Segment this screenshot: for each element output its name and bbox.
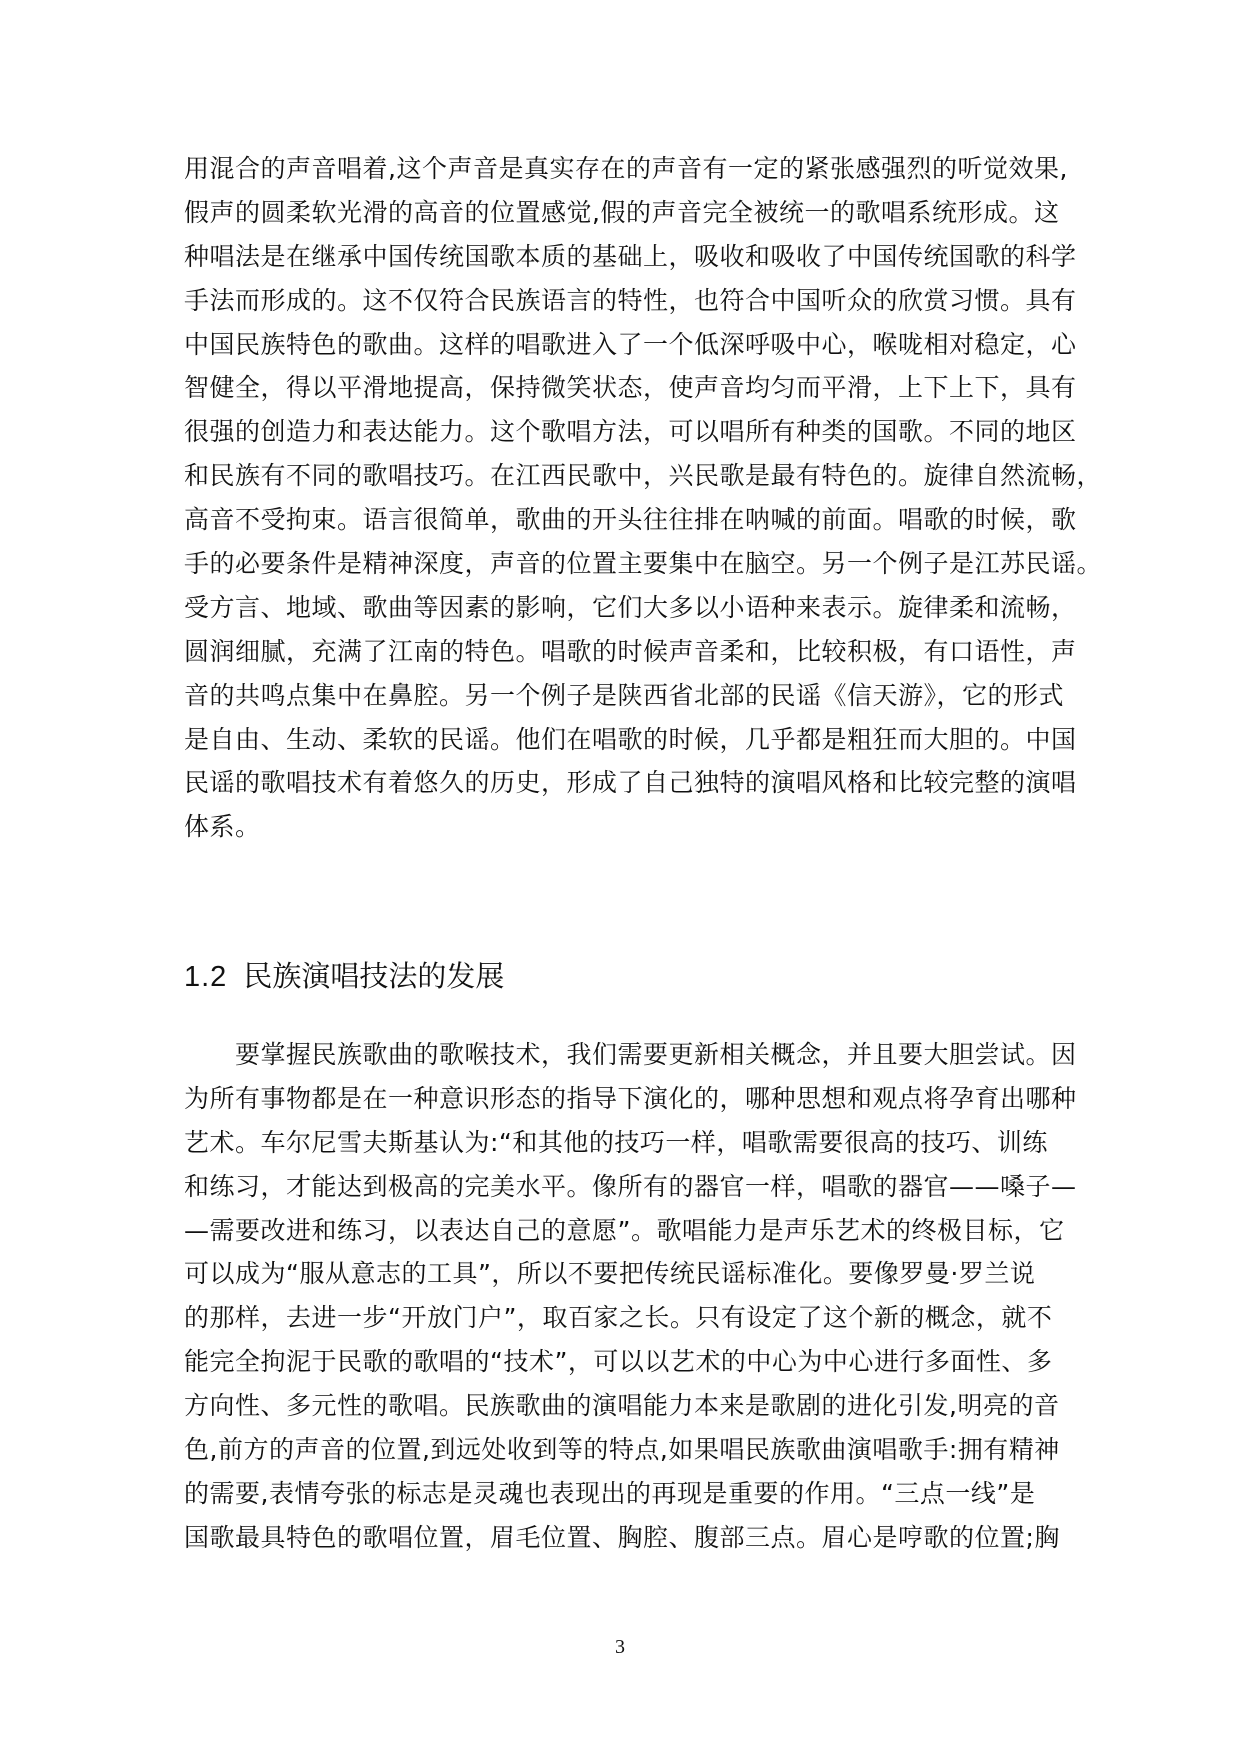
text-line: 受方言、地域、歌曲等因素的影响，它们大多以小语种来表示。旋律柔和流畅， [184, 592, 1077, 622]
text-line: 可以成为“服从意志的工具”，所以不要把传统民谣标准化。要像罗曼·罗兰说 [184, 1259, 1036, 1289]
text-line: 国歌最具特色的歌唱位置，眉毛位置、胸腔、腹部三点。眉心是哼歌的位置;胸 [184, 1522, 1060, 1552]
text-line: 手的必要条件是精神深度，声音的位置主要集中在脑空。另一个例子是江苏民谣。 [184, 549, 1103, 579]
text-line: 用混合的声音唱着,这个声音是真实存在的声音有一定的紧张感强烈的听觉效果, [184, 154, 1068, 183]
page-number: 3 [615, 1636, 625, 1658]
text-line: 很强的创造力和表达能力。这个歌唱方法，可以唱所有种类的国歌。不同的地区 [184, 417, 1077, 447]
text-line: 要掌握民族歌曲的歌喉技术，我们需要更新相关概念，并且要大胆尝试。因 [184, 1040, 1077, 1069]
text-line: 色,前方的声音的位置,到远处收到等的特点,如果唱民族歌曲演唱歌手:拥有精神 [184, 1435, 1060, 1465]
section-heading [184, 951, 504, 1001]
text-line: 假声的圆柔软光滑的高音的位置感觉,假的声音完全被统一的歌唱系统形成。这 [184, 197, 1060, 227]
text-line: 音的共鸣点集中在鼻腔。另一个例子是陕西省北部的民谣《信天游》，它的形式 [184, 680, 1065, 710]
text-line: 民谣的歌唱技术有着悠久的历史，形成了自己独特的演唱风格和比较完整的演唱 [184, 768, 1077, 798]
text-line: 艺术。车尔尼雪夫斯基认为:“和其他的技巧一样，唱歌需要很高的技巧、训练 [184, 1127, 1048, 1157]
text-line: 手法而形成的。这不仅符合民族语言的特性，也符合中国听众的欣赏习惯。具有 [184, 285, 1077, 315]
text-line: 体系。 [184, 812, 261, 842]
text-line: 方向性、多元性的歌唱。民族歌曲的演唱能力本来是歌剧的进化引发,明亮的音 [184, 1391, 1060, 1421]
text-line: —需要改进和练习，以表达自己的意愿”。歌唱能力是声乐艺术的终极目标，它 [184, 1215, 1065, 1245]
section-title: 民族演唱技法的发展 [243, 959, 505, 993]
text-line: 为所有事物都是在一种意识形态的指导下演化的，哪种思想和观点将孕育出哪种 [184, 1083, 1077, 1113]
text-line: 中国民族特色的歌曲。这样的唱歌进入了一个低深呼吸中心，喉咙相对稳定，心 [184, 329, 1077, 359]
text-line: 能完全拘泥于民歌的歌唱的“技术”，可以以艺术的中心为中心进行多面性、多 [184, 1347, 1053, 1377]
text-line: 高音不受拘束。语言很简单，歌曲的开头往往排在呐喊的前面。唱歌的时候，歌 [184, 505, 1077, 535]
text-line: 种唱法是在继承中国传统国歌本质的基础上，吸收和吸收了中国传统国歌的科学 [184, 241, 1077, 271]
section-number: 1.2 [184, 961, 228, 993]
text-line: 和民族有不同的歌唱技巧。在江西民歌中，兴民歌是最有特色的。旋律自然流畅， [184, 461, 1103, 491]
text-line: 和练习，才能达到极高的完美水平。像所有的器官一样，唱歌的器官——嗓子— [184, 1171, 1077, 1201]
text-line: 的需要,表情夸张的标志是灵魂也表现出的再现是重要的作用。“三点一线”是 [184, 1478, 1036, 1508]
text-line: 智健全，得以平滑地提高，保持微笑状态，使声音均匀而平滑，上下上下，具有 [184, 373, 1077, 403]
text-line: 圆润细腻，充满了江南的特色。唱歌的时候声音柔和，比较积极，有口语性，声 [184, 636, 1077, 666]
body-paragraph-2 [184, 1033, 1084, 1560]
body-paragraph-1 [184, 147, 1103, 849]
text-line: 是自由、生动、柔软的民谣。他们在唱歌的时候，几乎都是粗狂而大胆的。中国 [184, 724, 1077, 754]
text-line: 的那样，去进一步“开放门户”，取百家之长。只有设定了这个新的概念，就不 [184, 1303, 1053, 1333]
